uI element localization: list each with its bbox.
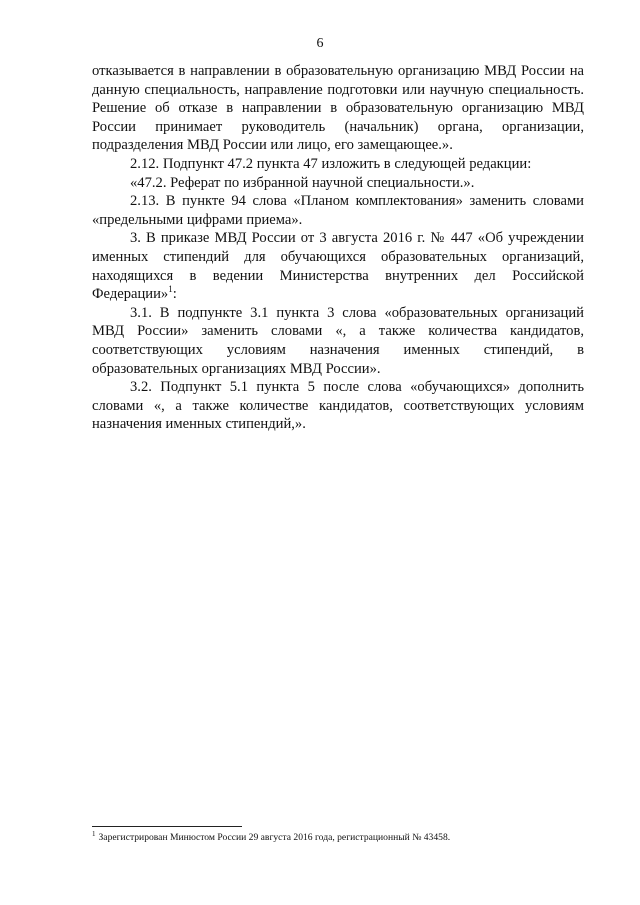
paragraph-2-13: 2.13. В пункте 94 слова «Планом комплектования» заменить словами «предельными цифрами приема». (92, 193, 584, 228)
page-number: 6 (316, 36, 324, 51)
document-body (92, 62, 584, 434)
paragraph-47-2: «47.2. Реферат по избранной научной специальности.». (130, 174, 475, 191)
paragraph-3-2: 3.2. Подпункт 5.1 пункта 5 после слова «обучающихся» дополнить словами «, а также количестве кандидатов, соответствующих условиям назначения именных стипендий,». (92, 379, 584, 433)
paragraph-3-text: 3. В приказе МВД России от 3 августа 2016 г. № 447 «Об учреждении именных стипендий для обучающихся образовательных организаций, находящихся в ведении Министерства внутренних дел Российской Федерации» (92, 230, 584, 303)
paragraph-3-suffix: : (172, 286, 177, 303)
footnote-mark: 1 (92, 829, 96, 838)
paragraph-3-1: 3.1. В подпункте 3.1 пункта 3 слова «образовательных организаций МВД России» заменить словами «, а также количества кандидатов, соответствующих условиям назначения именных стипендий, в образовательных организациях МВД России». (92, 304, 584, 377)
paragraph-3 (92, 229, 584, 303)
paragraph-continuation: отказывается в направлении в образовательную организацию МВД России на данную специальность, направление подготовки или научную специальность. Решение об отказе в направлении в образовательную организацию МВД России принимает руководитель (начальник) органа, организации, подразделения МВД России или лицо, его замещающее.». (92, 63, 584, 154)
footnote-text: Зарегистрирован Минюстом России 29 августа 2016 года, регистрационный № 43458. (98, 832, 451, 843)
paragraph-2-12: 2.12. Подпункт 47.2 пункта 47 изложить в следующей редакции: (130, 155, 532, 172)
footnote-reference: 1 (168, 284, 173, 295)
footnote-divider (92, 826, 242, 827)
footnote (92, 829, 584, 844)
